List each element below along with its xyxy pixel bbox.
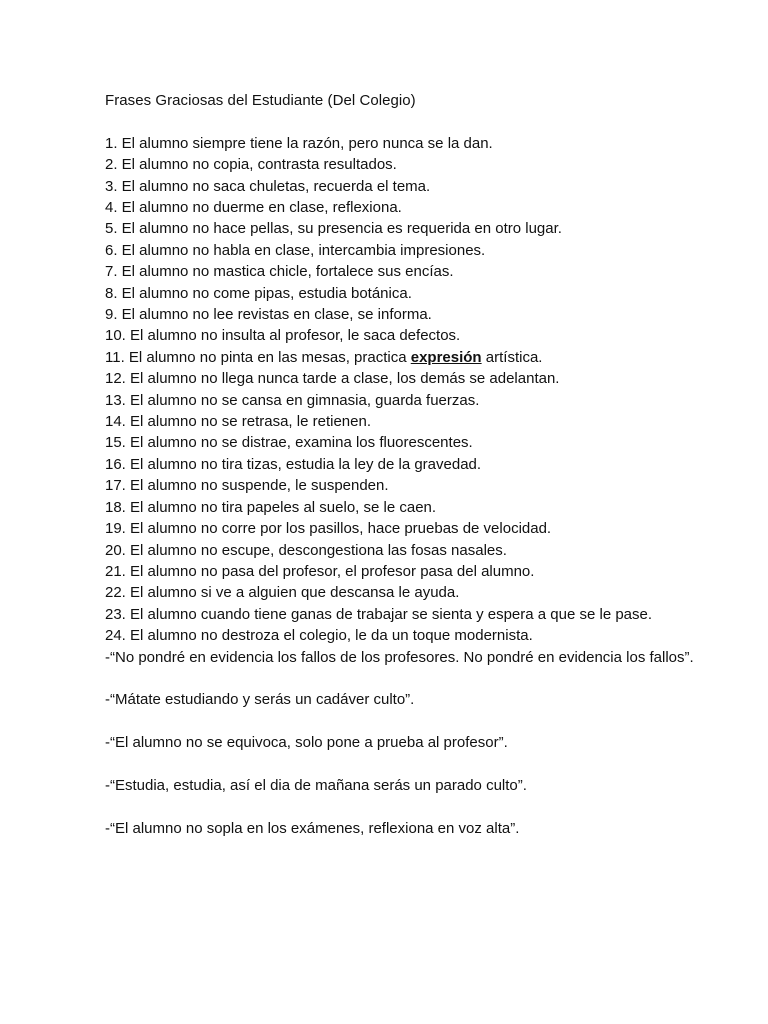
- list-item: 3. El alumno no saca chuletas, recuerda el tema.: [105, 177, 431, 195]
- list-item: 2. El alumno no copia, contrasta resultados.: [105, 156, 397, 174]
- list-item: 6. El alumno no habla en clase, intercambia impresiones.: [105, 241, 486, 259]
- list-item-text-after: artística.: [481, 348, 543, 366]
- list-item: 16. El alumno no tira tizas, estudia la ley de la gravedad.: [105, 455, 482, 473]
- quotes-section: [105, 647, 705, 840]
- list-item: 12. El alumno no llega nunca tarde a clase, los demás se adelantan.: [105, 370, 560, 388]
- quote-spacer: [105, 711, 705, 732]
- list-item: 18. El alumno no tira papeles al suelo, se le caen.: [105, 498, 437, 516]
- list-item: 14. El alumno no se retrasa, le retienen.: [105, 413, 371, 431]
- list-item: 5. El alumno no hace pellas, su presencia es requerida en otro lugar.: [105, 220, 562, 238]
- quote-text: -“No pondré en evidencia los fallos de los profesores. No pondré en evidencia los fallos”.: [105, 648, 694, 666]
- phrase-list: [105, 133, 705, 647]
- list-item: 10. El alumno no insulta al profesor, le saca defectos.: [105, 327, 461, 345]
- page-title: Frases Graciosas del Estudiante (Del Colegio): [105, 92, 416, 109]
- list-item: 7. El alumno no mastica chicle, fortalece sus encías.: [105, 263, 454, 281]
- quote-text: -“El alumno no sopla en los exámenes, reflexiona en voz alta”.: [105, 819, 520, 837]
- list-item: 17. El alumno no suspende, le suspenden.: [105, 477, 389, 495]
- list-item: 23. El alumno cuando tiene ganas de trabajar se sienta y espera a que se le pase.: [105, 605, 653, 623]
- list-item: 19. El alumno no corre por los pasillos, hace pruebas de velocidad.: [105, 520, 552, 538]
- document-content: [105, 90, 705, 839]
- emphasis-word: expresión: [410, 348, 482, 366]
- quote-spacer: [105, 796, 705, 817]
- list-item-emphasis: [105, 347, 705, 368]
- list-item: 9. El alumno no lee revistas en clase, se informa.: [105, 306, 432, 324]
- list-item: 13. El alumno no se cansa en gimnasia, guarda fuerzas.: [105, 391, 480, 409]
- title-spacer: [105, 111, 705, 132]
- list-item: 15. El alumno no se distrae, examina los fluorescentes.: [105, 434, 473, 452]
- list-item: 4. El alumno no duerme en clase, reflexiona.: [105, 199, 402, 217]
- list-item: 1. El alumno siempre tiene la razón, pero nunca se la dan.: [105, 134, 493, 152]
- list-item: 21. El alumno no pasa del profesor, el profesor pasa del alumno.: [105, 562, 535, 580]
- quote-spacer: [105, 668, 705, 689]
- quote-text: -“El alumno no se equivoca, solo pone a prueba al profesor”.: [105, 734, 508, 752]
- list-item: 8. El alumno no come pipas, estudia botánica.: [105, 284, 412, 302]
- quote-text: -“Estudia, estudia, así el dia de mañana serás un parado culto”.: [105, 776, 527, 794]
- list-item-text-before: 11. El alumno no pinta en las mesas, practica: [105, 348, 411, 366]
- list-item: 22. El alumno si ve a alguien que descansa le ayuda.: [105, 584, 460, 602]
- list-item: 20. El alumno no escupe, descongestiona las fosas nasales.: [105, 541, 507, 559]
- quote-text: -“Mátate estudiando y serás un cadáver culto”.: [105, 691, 415, 709]
- quote-spacer: [105, 754, 705, 775]
- list-item: 24. El alumno no destroza el colegio, le da un toque modernista.: [105, 627, 533, 645]
